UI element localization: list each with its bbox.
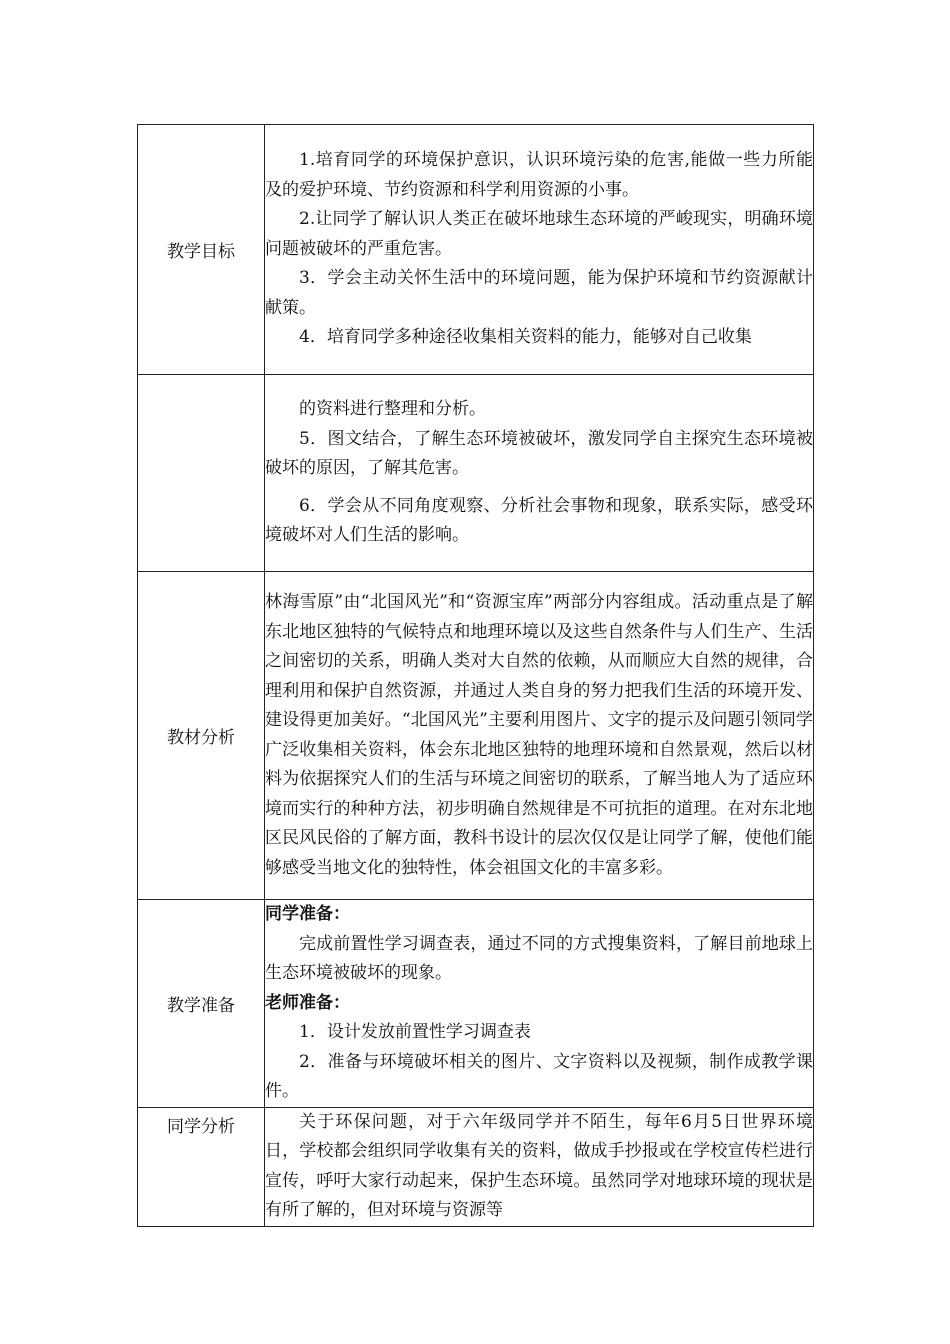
textbook-analysis-text: 林海雪原”由“北国风光”和“资源宝库”两部分内容组成。活动重点是了解东北地区独特的气候特点和地理环境以及这些自然条件与人们生产、生活之间密切的关系，明确人类对大自然的依赖，从而顺应大自然的规律，合理利用和保护自然资源，并通过人类自身的努力把我们生活的环境开发、建设得更加美好。“北国风光”主要利用图片、文字的提示及问题引领同学广泛收集相关资料，体会东北地区独特的地理环境和自然景观，然后以材料为依据探究人们的生活与环境之间密切的联系，了解当地人为了适应环境而实行的种种方法，初步明确自然规律是不可抗拒的道理。在对东北地区民风民俗的了解方面，教科书设计的层次仅仅是让同学了解，使他们能够感受当地文化的独特性，体会祖国文化的丰富多彩。 [265, 592, 813, 878]
goal-5: 5．图文结合，了解生态环境被破坏，激发同学自主探究生态环境被破坏的原因，了解其危害。 [265, 428, 813, 479]
teacher-prep-item-1: 1．设计发放前置性学习调查表 [299, 1022, 531, 1042]
row-textbook-analysis [138, 572, 814, 900]
teaching-preparation-content [265, 900, 814, 1108]
student-analysis-content [265, 1107, 814, 1226]
goal-1: 1.培育同学的环境保护意识，认识环境污染的危害,能做一些力所能及的爱护环境、节约资源和科学利用资源的小事。 [265, 150, 813, 200]
label-empty [138, 375, 265, 572]
row-teaching-goals-continued [138, 375, 814, 572]
row-student-analysis [138, 1107, 814, 1226]
lesson-plan-table [137, 124, 814, 1227]
teacher-prep-item-2: 2．准备与环境破坏相关的图片、文字资料以及视频，制作成教学课件。 [265, 1051, 813, 1101]
label-student-analysis: 同学分析 [138, 1107, 265, 1226]
goal-3: 3．学会主动关怀生活中的环境问题，能为保护环境和节约资源献计献策。 [265, 268, 813, 318]
row-teaching-goals [138, 125, 814, 375]
student-analysis-text: 关于环保问题，对于六年级同学并不陌生，每年6月5日世界环境日，学校都会组织同学收集有关的资料，做成手抄报或在学校宣传栏进行宣传，呼吁大家行动起来，保护生态环境。虽然同学对地球环境的现状是有所了解的，但对环境与资源等 [265, 1111, 813, 1220]
teacher-prep-heading: 老师准备： [265, 992, 350, 1013]
label-textbook-analysis: 教材分析 [138, 572, 265, 900]
teaching-goals-content [265, 125, 814, 375]
teaching-goals-continued-content [265, 375, 814, 572]
goal-4: 4．培育同学多种途径收集相关资料的能力，能够对自己收集 [299, 327, 752, 348]
student-prep-text: 完成前置性学习调查表，通过不同的方式搜集资料，了解目前地球上生态环境被破坏的现象。 [265, 933, 813, 983]
label-teaching-preparation: 教学准备 [138, 900, 265, 1108]
row-teaching-preparation [138, 900, 814, 1108]
student-prep-heading: 同学准备： [265, 904, 350, 924]
label-teaching-goals: 教学目标 [138, 125, 265, 375]
goal-4-continued: 的资料进行整理和分析。 [299, 399, 486, 420]
goal-2: 2.让同学了解认识人类正在破坏地球生态环境的严峻现实，明确环境问题被破坏的严重危害。 [265, 209, 813, 259]
goal-6: 6．学会从不同角度观察、分析社会事物和现象，联系实际，感受环境破坏对人们生活的影响。 [265, 495, 813, 546]
textbook-analysis-content [265, 572, 814, 900]
